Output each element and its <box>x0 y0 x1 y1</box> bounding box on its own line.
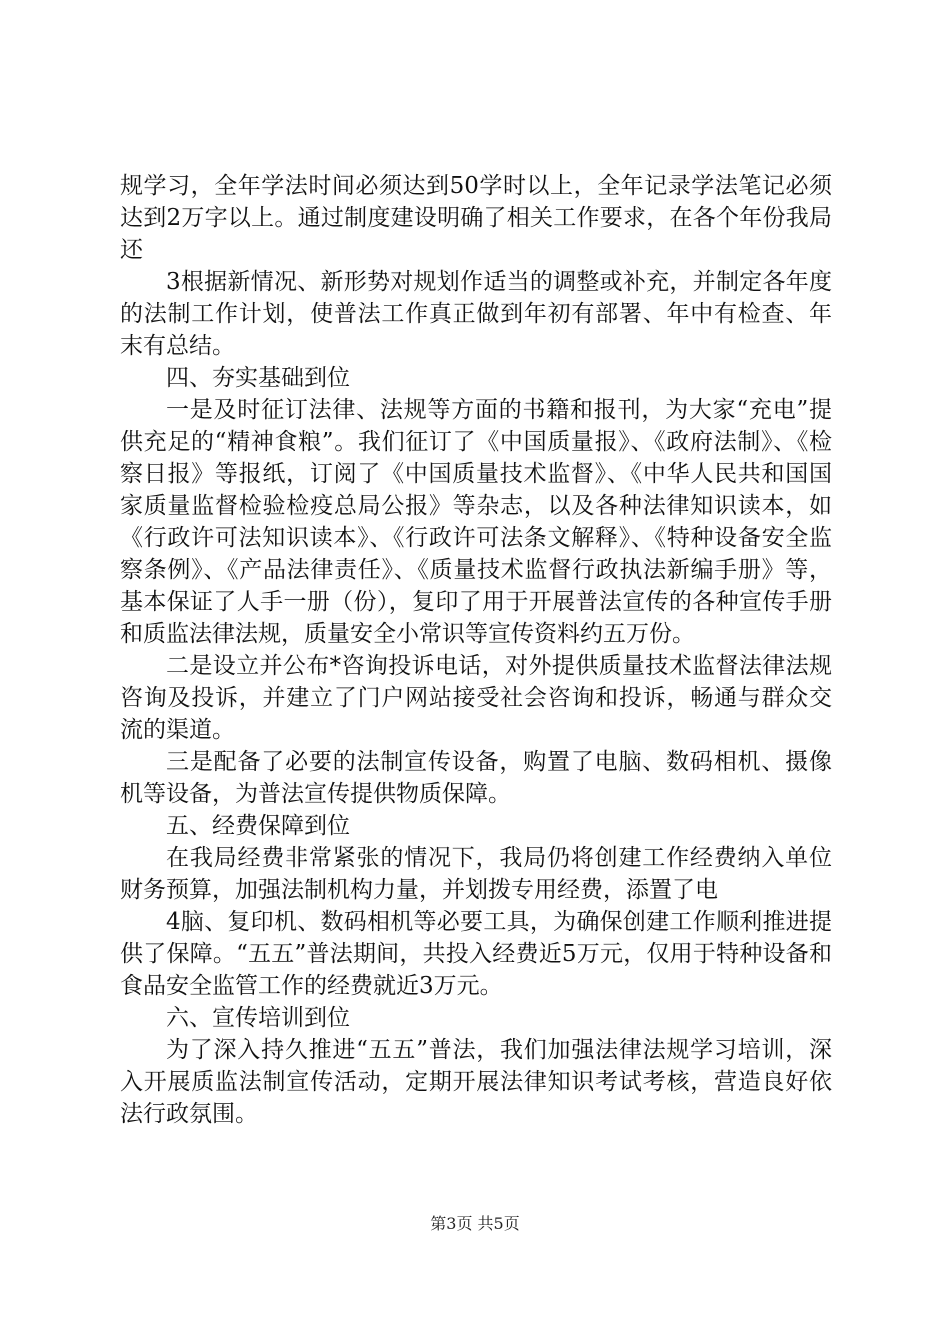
paragraph-7: 4脑、复印机、数码相机等必要工具，为确保创建工作顺利推进提供了保障。“五五”普法期间，共投入经费近5万元，仅用于特种设备和食品安全监管工作的经费就近3万元。 <box>120 909 832 999</box>
paragraph-1: 规学习，全年学法时间必须达到50学时以上，全年记录学法笔记必须达到2万字以上。通过制度建设明确了相关工作要求，在各个年份我局还 <box>120 173 832 263</box>
section-heading-5: 五、经费保障到位 <box>166 813 350 839</box>
paragraph-6: 在我局经费非常紧张的情况下，我局仍将创建工作经费纳入单位财务预算，加强法制机构力量，并划拨专用经费，添置了电 <box>120 845 832 903</box>
paragraph-5: 三是配备了必要的法制宣传设备，购置了电脑、数码相机、摄像机等设备，为普法宣传提供物质保障。 <box>120 749 832 807</box>
paragraph-4: 二是设立并公布*咨询投诉电话，对外提供质量技术监督法律法规咨询及投诉，并建立了门户网站接受社会咨询和投诉，畅通与群众交流的渠道。 <box>120 653 832 743</box>
paragraph-8: 为了深入持久推进“五五”普法，我们加强法律法规学习培训，深入开展质监法制宣传活动，定期开展法律知识考试考核，营造良好依法行政氛围。 <box>120 1037 832 1127</box>
document-body <box>120 170 832 1130</box>
section-heading-4: 四、夯实基础到位 <box>166 365 350 391</box>
page-footer <box>0 1214 950 1234</box>
section-heading-6: 六、宣传培训到位 <box>166 1005 350 1031</box>
paragraph-2: 3根据新情况、新形势对规划作适当的调整或补充，并制定各年度的法制工作计划，使普法工作真正做到年初有部署、年中有检查、年末有总结。 <box>120 269 832 359</box>
page-number: 第3页 共5页 <box>430 1214 520 1233</box>
paragraph-3: 一是及时征订法律、法规等方面的书籍和报刊，为大家“充电”提供充足的“精神食粮”。我们征订了《中国质量报》、《政府法制》、《检察日报》等报纸，订阅了《中国质量技术监督》、《中华人民共和国国家质量监督检验检疫总局公报》等杂志，以及各种法律知识读本，如《行政许可法知识读本》、《行政许可法条文解释》、《特种设备安全监察条例》、《产品法律责任》、《质量技术监督行政执法新编手册》等，基本保证了人手一册（份），复印了用于开展普法宣传的各种宣传手册和质监法律法规，质量安全小常识等宣传资料约五万份。 <box>120 397 832 647</box>
